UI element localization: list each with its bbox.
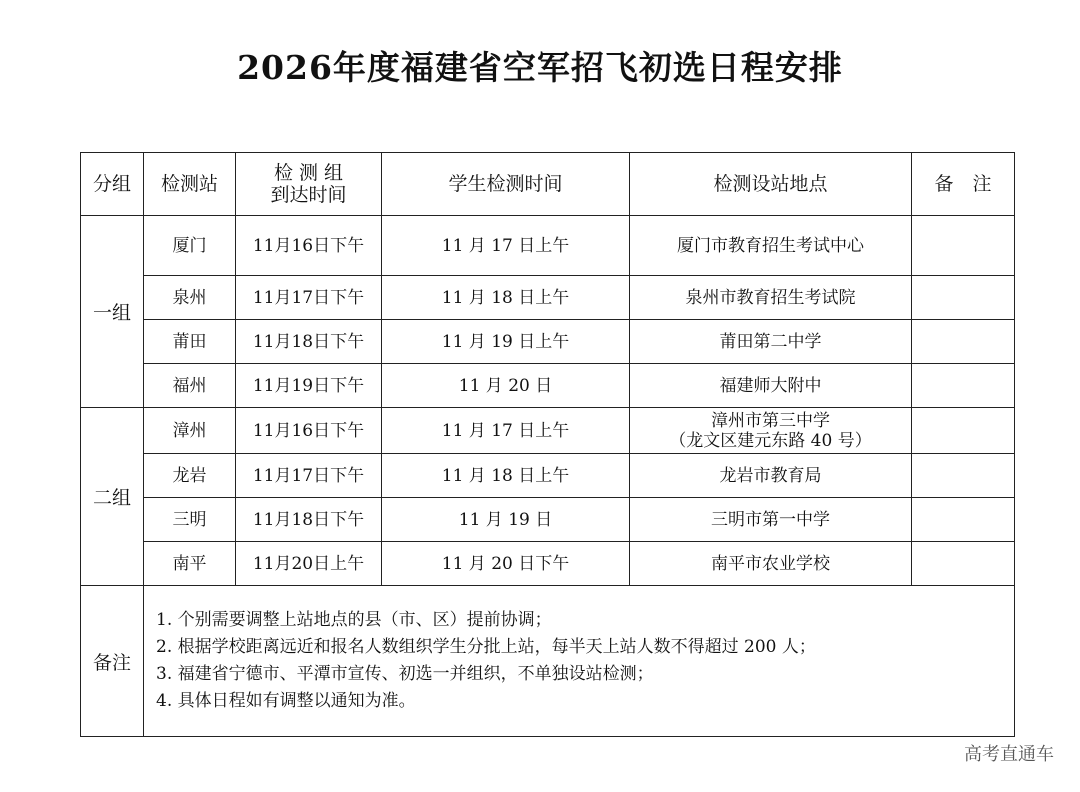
location-cell: 莆田第二中学 (630, 320, 912, 364)
remark-cell (912, 320, 1015, 364)
header-remark: 备 注 (912, 153, 1015, 216)
table-row (81, 498, 1015, 542)
arrival-cell: 11月16日下午 (236, 216, 382, 276)
test-time-cell: 11 月 18 日上午 (382, 276, 630, 320)
arrival-cell: 11月17日下午 (236, 454, 382, 498)
location-cell: 三明市第一中学 (630, 498, 912, 542)
location-cell (630, 408, 912, 454)
group-label: 一组 (81, 216, 144, 408)
note-item: 2. 根据学校距离远近和报名人数组织学生分批上站，每半天上站人数不得超过 200 人； (156, 637, 816, 657)
header-arrival-line1: 检 测 组 (273, 162, 344, 184)
notes-content (144, 586, 1015, 737)
location-cell: 龙岩市教育局 (630, 454, 912, 498)
remark-cell (912, 408, 1015, 454)
remark-cell (912, 542, 1015, 586)
schedule-table (80, 152, 1015, 737)
station-cell: 漳州 (144, 408, 236, 454)
group-label: 二组 (81, 408, 144, 586)
table-row (81, 320, 1015, 364)
station-cell: 莆田 (144, 320, 236, 364)
test-time-cell: 11 月 20 日 (382, 364, 630, 408)
location-cell: 泉州市教育招生考试院 (630, 276, 912, 320)
watermark-text: 高考直通车 (964, 744, 1054, 765)
location-cell: 南平市农业学校 (630, 542, 912, 586)
test-time-cell: 11 月 17 日上午 (382, 408, 630, 454)
header-location: 检测设站地点 (630, 153, 912, 216)
arrival-cell: 11月18日下午 (236, 320, 382, 364)
station-cell: 南平 (144, 542, 236, 586)
notes-label: 备注 (81, 586, 144, 737)
remark-cell (912, 276, 1015, 320)
test-time-cell: 11 月 17 日上午 (382, 216, 630, 276)
table-row (81, 364, 1015, 408)
remark-cell (912, 364, 1015, 408)
table-row (81, 454, 1015, 498)
header-arrival-line2: 到达时间 (270, 184, 347, 206)
arrival-cell: 11月18日下午 (236, 498, 382, 542)
location-line: 漳州市第三中学 (711, 410, 830, 431)
test-time-cell: 11 月 19 日上午 (382, 320, 630, 364)
test-time-cell: 11 月 19 日 (382, 498, 630, 542)
station-cell: 福州 (144, 364, 236, 408)
table-row (81, 216, 1015, 276)
header-group: 分组 (81, 153, 144, 216)
location-line: （龙文区建元东路 40 号） (669, 430, 872, 451)
station-cell: 三明 (144, 498, 236, 542)
remark-cell (912, 216, 1015, 276)
test-time-cell: 11 月 18 日上午 (382, 454, 630, 498)
table-row (81, 276, 1015, 320)
remark-cell (912, 498, 1015, 542)
location-cell: 厦门市教育招生考试中心 (630, 216, 912, 276)
station-cell: 泉州 (144, 276, 236, 320)
arrival-cell: 11月17日下午 (236, 276, 382, 320)
table-header-row (81, 153, 1015, 216)
arrival-cell: 11月19日下午 (236, 364, 382, 408)
arrival-cell: 11月16日下午 (236, 408, 382, 454)
arrival-cell: 11月20日上午 (236, 542, 382, 586)
station-cell: 厦门 (144, 216, 236, 276)
note-item: 3. 福建省宁德市、平潭市宣传、初选一并组织，不单独设站检测； (156, 664, 654, 684)
notes-row (81, 586, 1015, 737)
note-item: 1. 个别需要调整上站地点的县（市、区）提前协调； (156, 610, 552, 630)
header-arrival (236, 153, 382, 216)
station-cell: 龙岩 (144, 454, 236, 498)
page-title: 2026年度福建省空军招飞初选日程安排 (237, 48, 843, 87)
table-row (81, 408, 1015, 454)
table-row (81, 542, 1015, 586)
header-test-time: 学生检测时间 (382, 153, 630, 216)
header-station: 检测站 (144, 153, 236, 216)
test-time-cell: 11 月 20 日下午 (382, 542, 630, 586)
location-cell: 福建师大附中 (630, 364, 912, 408)
remark-cell (912, 454, 1015, 498)
note-item: 4. 具体日程如有调整以通知为准。 (156, 691, 416, 711)
